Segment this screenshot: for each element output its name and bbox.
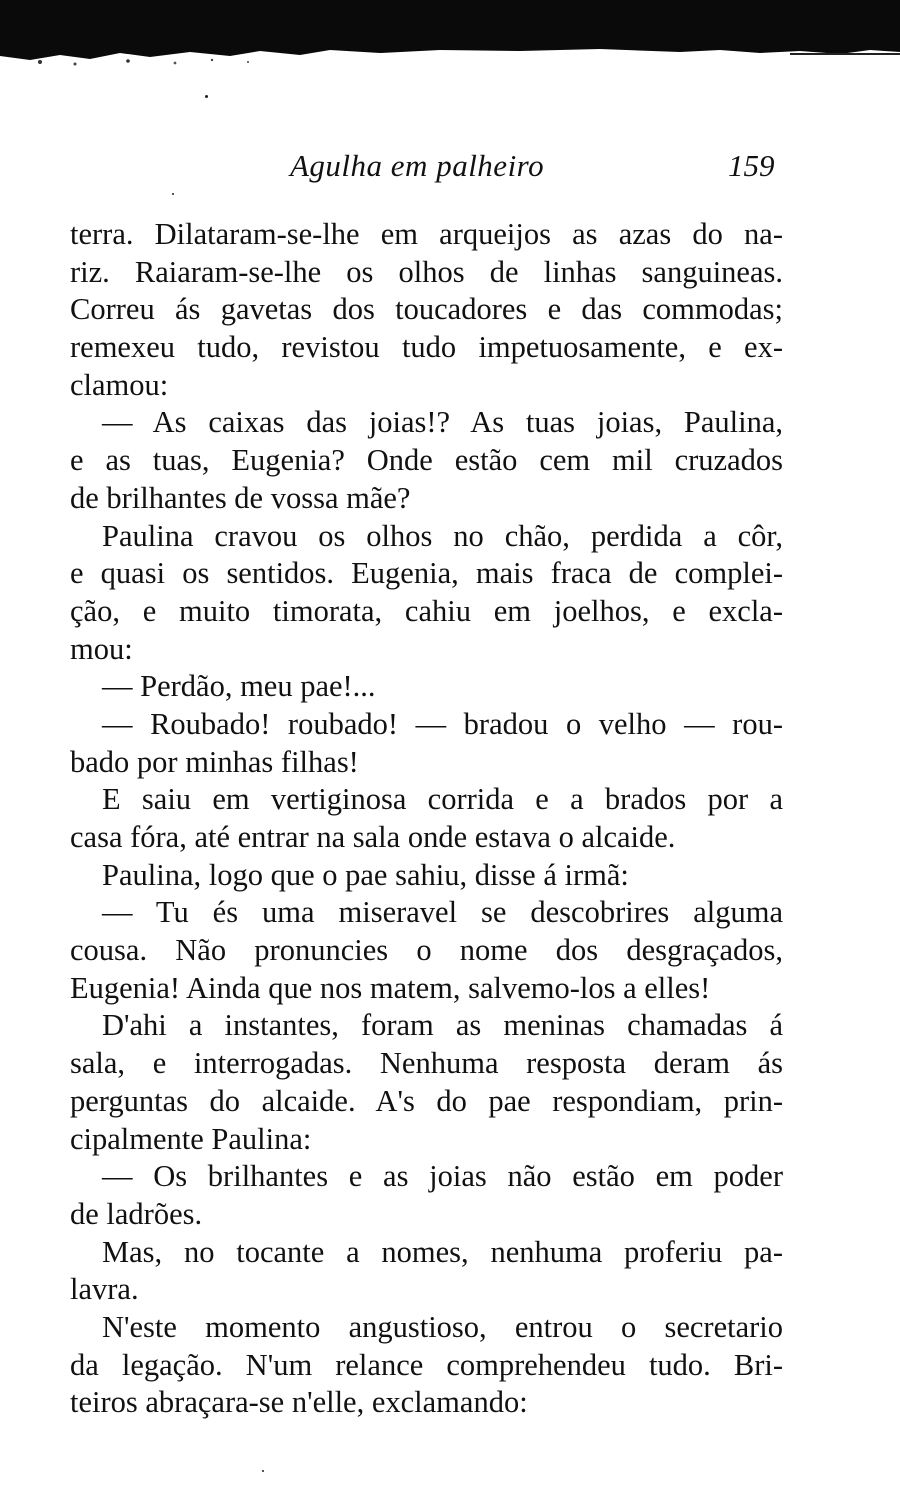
scan-speck — [205, 95, 208, 98]
text-line: riz. Raiaram-se-lhe os olhos de linhas sanguineas. — [70, 254, 783, 289]
text-line: Mas, no tocante a nomes, nenhuma proferiu pa- — [102, 1234, 783, 1269]
text-line: E saiu em vertiginosa corrida e a brados por a — [102, 782, 783, 817]
scan-speck — [172, 193, 174, 195]
text-line: e as tuas, Eugenia? Onde estão cem mil cruzados — [70, 443, 783, 478]
running-title: Agulha em palheiro — [290, 148, 545, 183]
text-line: cousa. Não pronuncies o nome dos desgraçados, — [70, 933, 783, 968]
text-line: da legação. N'um relance comprehendeu tudo. Bri- — [70, 1347, 783, 1382]
text-line: bado por minhas filhas! — [70, 744, 359, 779]
text-line: de ladrões. — [70, 1196, 203, 1231]
text-line: mou: — [70, 631, 133, 666]
text-line: e quasi os sentidos. Eugenia, mais fraca de complei- — [70, 556, 783, 591]
scan-dark-border — [0, 0, 900, 48]
text-line: — Os brilhantes e as joias não estão em poder — [102, 1159, 783, 1194]
text-line: Paulina, logo que o pae sahiu, disse á irmã: — [102, 857, 629, 892]
body-text — [70, 216, 783, 1422]
scan-border-noise — [0, 44, 900, 68]
running-head — [0, 140, 900, 190]
text-line: — Roubado! roubado! — bradou o velho — rou- — [102, 706, 783, 741]
text-line: Eugenia! Ainda que nos matem, salvemo-los a elles! — [70, 970, 711, 1005]
text-line: N'este momento angustioso, entrou o secretario — [102, 1309, 783, 1344]
text-line: ção, e muito timorata, cahiu em joelhos, e excla- — [70, 593, 783, 628]
text-line: perguntas do alcaide. A's do pae respondiam, prin- — [70, 1083, 783, 1118]
text-line: de brilhantes de vossa mãe? — [70, 480, 411, 515]
text-line: clamou: — [70, 367, 169, 402]
text-line: terra. Dilataram-se-lhe em arqueijos as azas do na- — [70, 217, 783, 251]
text-line: — Perdão, meu pae!... — [102, 669, 376, 704]
text-line: — Tu és uma miseravel se descobrires alguma — [102, 895, 783, 930]
text-line: casa fóra, até entrar na sala onde estava o alcaide. — [70, 820, 676, 854]
scan-speck — [262, 1470, 264, 1472]
text-line: Paulina cravou os olhos no chão, perdida a côr, — [102, 518, 783, 553]
page-number: 159 — [728, 148, 775, 183]
text-line: sala, e interrogadas. Nenhuma resposta deram ás — [70, 1046, 783, 1081]
text-line: cipalmente Paulina: — [70, 1121, 312, 1156]
text-line: D'ahi a instantes, foram as meninas chamadas á — [102, 1008, 783, 1043]
text-line: Correu ás gavetas dos toucadores e das commodas; — [70, 292, 783, 327]
text-line: — As caixas das joias!? As tuas joias, Paulina, — [102, 405, 783, 440]
text-line: lavra. — [70, 1272, 139, 1307]
text-line: remexeu tudo, revistou tudo impetuosamente, e ex- — [70, 330, 783, 365]
scan-noise-graphic — [0, 44, 900, 68]
text-line: teiros abraçara-se n'elle, exclamando: — [70, 1385, 528, 1420]
